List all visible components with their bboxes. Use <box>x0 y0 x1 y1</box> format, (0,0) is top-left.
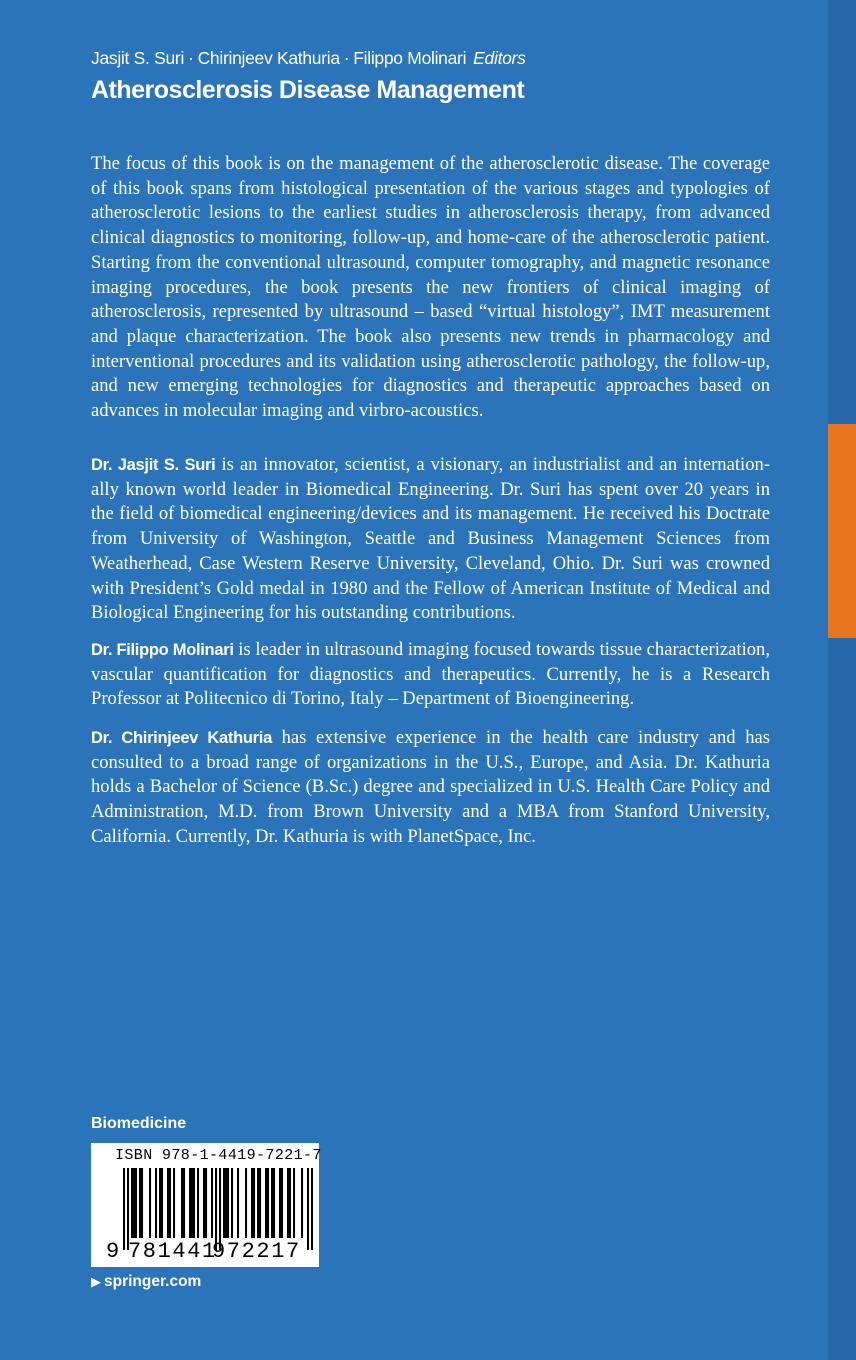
barcode-bar <box>189 1168 191 1238</box>
barcode-bar <box>203 1168 205 1238</box>
barcode-bar <box>231 1168 233 1238</box>
publisher-website[interactable] <box>91 1273 201 1291</box>
bio-kathuria <box>91 726 770 850</box>
barcode-bar <box>279 1168 281 1238</box>
barcode-bar <box>273 1168 275 1238</box>
bio-name: Dr. Filippo Molinari <box>91 641 234 659</box>
bio-text: is an innovator, scientist, a visionary, an industrialist and an internationally known world leader in Biomedical Engineering. Dr. Suri has spent over 20 years in the field of biomedical engineering/devices and its management. He received his Doctrate from University of Washington, Seattle and Business Management Sciences from Weatherhead, Case Western Reserve University, Cleveland, Ohio. Dr. Suri was crowned with President’s Gold medal in 1980 and the Fellow of American Institute of Medical and Biological Engineering for his outstanding contributions. <box>91 454 770 624</box>
barcode-bar <box>159 1168 161 1238</box>
barcode-bar <box>251 1168 253 1238</box>
book-description: The focus of this book is on the management of the atherosclerotic disease. The coverage of this book spans from histological presentation of the various stages and typologies of atherosclerotic lesions to the earliest studies in atherosclerosis therapy, from advanced clinical diagnostics to monitoring, follow-up, and home-care of the atherosclerotic patient. Starting from the conventional ultrasound, computer tomography, and magnetic resonance imaging procedures, the book presents the new frontiers of clinical imaging of atherosclerosis, represented by ultrasound – based “virtual histology”, IMT measurement and plaque characterization. The book also presents new trends in pharmacology and interventional procedures and its validation using atherosclerotic pathology, the follow-up, and new emerging technologies for diagnostics and therapeutic approaches based on advances in molecular imaging and virbro-acoustics. <box>91 153 770 422</box>
barcode-bar <box>197 1168 199 1238</box>
barcode-bar <box>141 1168 143 1238</box>
barcode-bar <box>127 1168 129 1250</box>
barcode-bar <box>257 1168 259 1238</box>
bio-suri <box>91 453 770 626</box>
ean-left-digits: 781441 <box>128 1239 217 1264</box>
barcode-bar <box>301 1168 303 1238</box>
bio-name: Dr. Chirinjeev Kathuria <box>91 729 272 747</box>
barcode-bar <box>259 1168 261 1238</box>
editor-name: Chirinjeev Kathuria <box>197 48 340 68</box>
barcode-bar <box>161 1168 163 1238</box>
barcode-bar <box>139 1168 141 1238</box>
barcode-bar <box>253 1168 255 1238</box>
barcode-bar <box>149 1168 151 1238</box>
ean-first-digit: 9 <box>106 1239 120 1264</box>
barcode-bar <box>173 1168 175 1238</box>
editor-separator: · <box>343 48 350 68</box>
barcode-bar <box>193 1168 195 1238</box>
barcode-bar <box>287 1168 289 1238</box>
editor-separator: · <box>188 48 194 68</box>
barcode-bar <box>271 1168 273 1238</box>
barcode-bar <box>205 1168 207 1238</box>
bio-text: has extensive experience in the health care industry and has consulted to a broad range of organizations in the U.S., Europe, and Asia. Dr. Kathuria holds a Bachelor of Science (B.Sc.) degree and specialized in U.S. Health Care Policy and Administration, M.D. from Brown University and a MBA from Stanford University, California. Currently, Dr. Kathuria is with PlanetSpace, Inc. <box>91 727 771 847</box>
barcode-bar <box>135 1168 137 1238</box>
editors-line <box>91 48 526 69</box>
barcode-bar <box>267 1168 269 1238</box>
book-title: Atherosclerosis Disease Management <box>91 76 525 104</box>
cover-edge-strip <box>828 0 856 1360</box>
bio-text: is leader in ultrasound imaging focused towards tissue characterization, vascular quantification for diagnostics and therapeutics. Currently, he is a Research Professor at Politecnico di Torino, Italy – Department of Bioengineering. <box>91 639 770 710</box>
editor-name: Jasjit S. Suri <box>91 48 185 68</box>
barcode-bar <box>167 1168 169 1238</box>
editors-role: Editors <box>473 48 526 68</box>
barcode-bar <box>307 1168 309 1250</box>
triangle-arrow-icon: ▶ <box>91 1274 101 1289</box>
barcode-bar <box>155 1168 157 1238</box>
barcode-bar <box>131 1168 133 1238</box>
barcode-bar <box>123 1168 125 1250</box>
barcode-bar <box>215 1168 217 1250</box>
barcode-bar <box>237 1168 239 1238</box>
barcode-bar <box>219 1168 221 1250</box>
barcode-bar <box>227 1168 229 1238</box>
barcode-bar <box>169 1168 171 1238</box>
barcode-bar <box>133 1168 135 1238</box>
barcode-bar <box>265 1168 267 1238</box>
barcode-bar <box>211 1168 213 1238</box>
bio-name: Dr. Jasjit S. Suri <box>91 456 216 474</box>
orange-accent-tab <box>828 424 856 638</box>
barcode-bar <box>225 1168 227 1238</box>
barcode-bar <box>183 1168 185 1238</box>
isbn-barcode <box>91 1143 322 1267</box>
editor-name: Filippo Molinari <box>353 48 467 68</box>
barcode-bar <box>245 1168 247 1238</box>
barcode-bar <box>293 1168 295 1238</box>
series-label: Biomedicine <box>91 1115 187 1132</box>
ean-right-digits: 972217 <box>212 1239 301 1264</box>
bio-molinari <box>91 638 770 712</box>
barcode-bar <box>223 1168 225 1238</box>
website-text: springer.com <box>104 1273 202 1290</box>
barcode-bar <box>181 1168 183 1238</box>
isbn-number: ISBN 978-1-4419-7221-7 <box>115 1147 322 1164</box>
barcode-bar <box>281 1168 283 1238</box>
barcode-bar <box>311 1168 313 1250</box>
barcode-bars <box>123 1168 313 1250</box>
barcode-bar <box>289 1168 291 1238</box>
barcode-bar <box>191 1168 193 1238</box>
